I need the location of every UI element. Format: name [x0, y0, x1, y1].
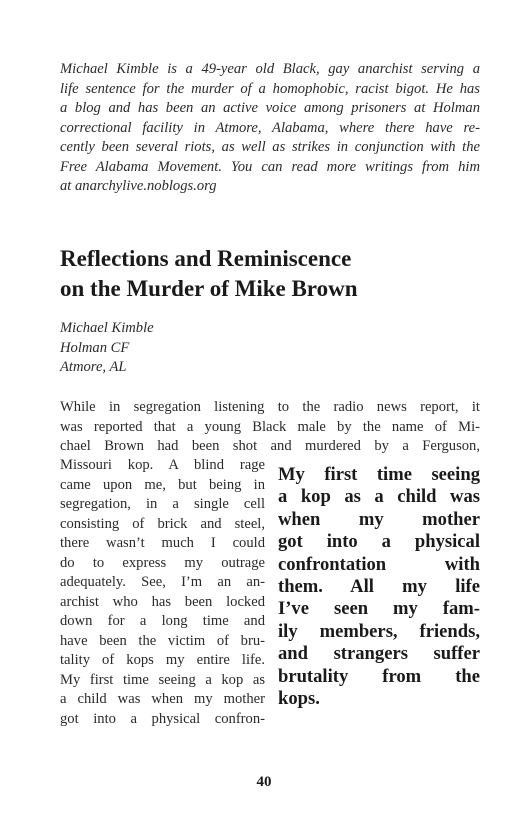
author-location: Atmore, AL [60, 359, 127, 375]
pull-quote-line: brutality from the [278, 665, 480, 687]
body-line: there wasn’t much I could [60, 535, 265, 551]
intro-note [60, 60, 480, 197]
body-line: My first time seeing a kop as [60, 671, 265, 688]
pull-quote-line: ily members, friends, [278, 620, 480, 642]
intro-line: life sentence for the murder of a homophobic, racist bigot. He has [60, 80, 480, 97]
page-number: 40 [256, 774, 272, 790]
body-line: consisting of brick and steel, [60, 515, 265, 532]
body-line: came upon me, but being in [60, 476, 265, 493]
lead-line: was reported that a young Black male by the name of Mi- [60, 418, 480, 435]
lead-paragraph [60, 398, 480, 457]
byline [60, 319, 154, 378]
intro-line: a blog and has been an active voice among prisoners at Holman [60, 100, 480, 116]
intro-line: Michael Kimble is a 49-year old Black, gay anarchist serving a [60, 61, 480, 77]
lead-line: While in segregation listening to the radio news report, it [60, 399, 480, 415]
intro-line: cently been several riots, as well as strikes in conjunction with the [60, 139, 480, 155]
body-line: adequately. See, I’m an an- [60, 574, 265, 590]
body-line: Missouri kop. A blind rage [60, 457, 265, 473]
author-facility: Holman CF [60, 339, 130, 356]
pull-quote-line: and strangers suffer [278, 643, 480, 665]
pull-quote-line: them. All my life [278, 576, 480, 598]
article-title [60, 244, 480, 304]
body-line: archist who has been locked [60, 593, 265, 610]
pull-quote-line: confrontation with [278, 553, 480, 575]
pull-quote-line: a kop as a child was [278, 486, 480, 508]
intro-line: at anarchylive.noblogs.org [60, 178, 217, 194]
body-line: down for a long time and [60, 613, 265, 629]
body-line: a child was when my mother [60, 691, 265, 707]
body-line: segregation, in a single cell [60, 496, 265, 512]
lead-line: chael Brown had been shot and murdered by a Ferguson, [60, 438, 480, 454]
body-line: have been the victim of bru- [60, 632, 265, 649]
pull-quote [278, 464, 480, 710]
pull-quote-line: My first time seeing [278, 464, 480, 485]
body-column [60, 456, 265, 729]
title-line: Reflections and Reminiscence [60, 246, 352, 271]
intro-line: correctional facility in Atmore, Alabama, where there have re- [60, 119, 480, 136]
body-line: tality of kops my entire life. [60, 652, 265, 668]
pull-quote-line: I’ve seen my fam- [278, 598, 480, 620]
intro-line: Free Alabama Movement. You can read more writings from him [60, 158, 480, 175]
pull-quote-line: kops. [278, 688, 320, 710]
body-line: do to express my outrage [60, 554, 265, 571]
pull-quote-line: when my mother [278, 508, 480, 530]
title-line: on the Murder of Mike Brown [60, 276, 358, 301]
body-line: got into a physical confron- [60, 710, 265, 727]
pull-quote-line: got into a physical [278, 531, 480, 553]
author-name: Michael Kimble [60, 320, 154, 336]
